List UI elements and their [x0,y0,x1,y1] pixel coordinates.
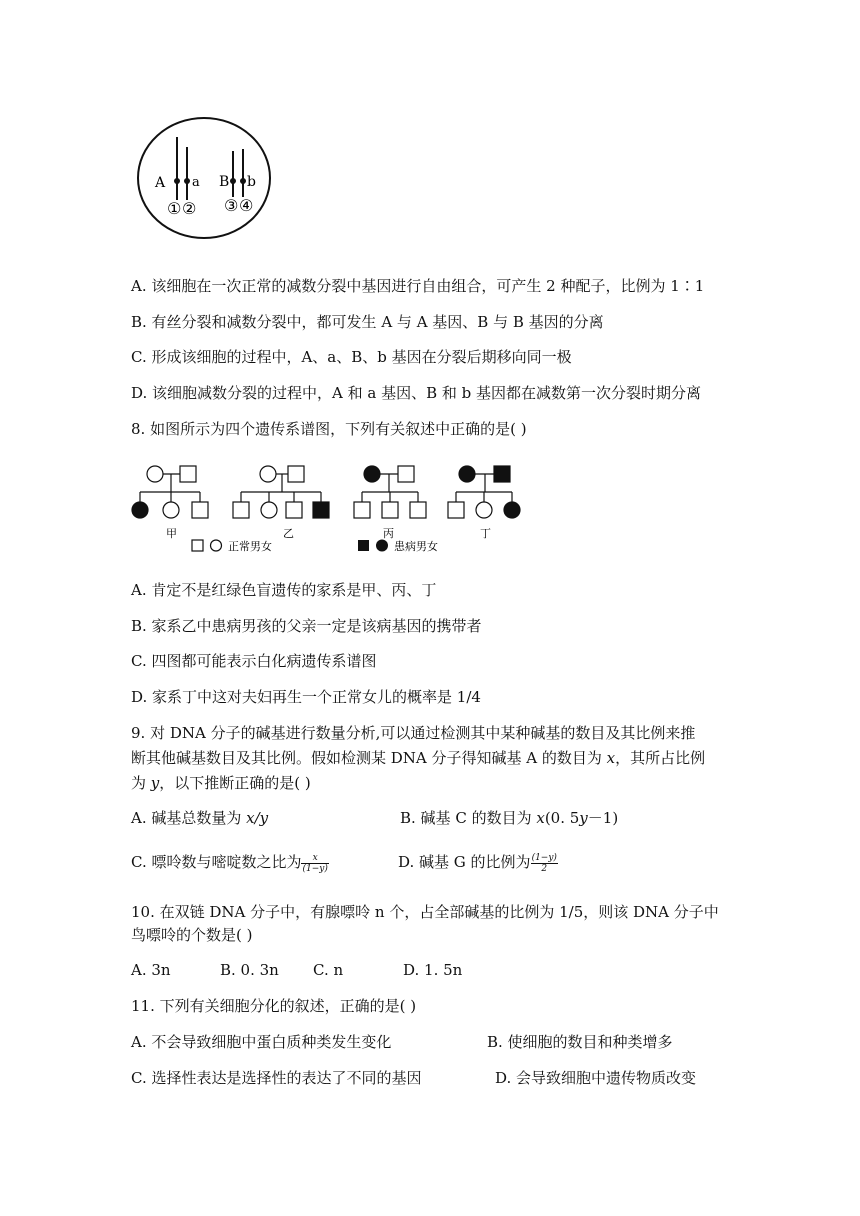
pedigree-figure [128,460,528,555]
q9-option-d-numerator: (1−y) [531,852,557,863]
q9-option-c-prefix: C. 嘌呤数与嘧啶数之比为 [131,853,302,871]
q8-option-a: A. 肯定不是红绿色盲遗传的家系是甲、丙、丁 [131,581,437,599]
q9-option-d-prefix: D. 碱基 G 的比例为 [398,853,531,871]
legend-affected-symbols [358,540,388,552]
cell-chromosome-figure [136,115,276,243]
pedigree-yi [233,466,329,518]
legend-normal-symbols [192,540,222,551]
q8-option-b: B. 家系乙中患病男孩的父亲一定是该病基因的携带者 [131,617,482,635]
q9-option-c-denominator: (1−y) [302,863,328,874]
q11-stem: 11. 下列有关细胞分化的叙述，正确的是( ) [131,997,417,1015]
pedigree-jia [132,466,208,518]
q10-option-d: D. 1. 5n [403,961,463,979]
q9-option-a-expr: x/y [246,809,269,827]
q9-stem-line1: 9. 对 DNA 分子的碱基进行数量分析,可以通过检测其中某种碱基的数目及其比例来推 [131,724,696,742]
q9-option-d-denominator: 2 [541,863,548,874]
centromere-1 [174,178,180,184]
q8-stem: 8. 如图所示为四个遗传系谱图，下列有关叙述中正确的是( ) [131,420,527,438]
q11-option-b: B. 使细胞的数目和种类增多 [487,1033,673,1051]
q9-stem-line2-text-b: ，其所占比例 [615,749,706,767]
q8-option-c: C. 四图都可能表示白化病遗传系谱图 [131,652,377,670]
legend-normal-label: 正常男女 [228,540,272,553]
chromosome-number-2: ② [182,199,197,218]
q9-option-b-expr-end: －1) [587,809,619,827]
q9-option-a-prefix: A. 碱基总数量为 [131,809,247,827]
legend-affected-label: 患病男女 [394,540,438,553]
pedigree-label-yi: 乙 [283,527,294,540]
q7-option-a: A. 该细胞在一次正常的减数分裂中基因进行自由组合，可产生 2 种配子，比例为 1∶1 [131,277,705,295]
q9-stem-line2-text-a: 断其他碱基数目及其比例。假如检测某 DNA 分子得知碱基 A 的数目为 [131,749,607,767]
q10-option-a: A. 3n [131,961,171,979]
q9-var-y: y [150,774,160,792]
q9-option-c [131,852,329,874]
chromosome-number-1: ① [167,199,182,218]
centromere-4 [240,178,246,184]
q9-option-d-fraction [531,853,558,874]
q7-option-b: B. 有丝分裂和减数分裂中，都可发生 A 与 A 基因、B 与 B 基因的分离 [131,313,604,331]
pedigree-bing [354,466,426,518]
gene-label-B: B [219,174,230,190]
chromosome-number-3: ③ [224,196,239,215]
centromere-2 [184,178,190,184]
q9-option-b-prefix: B. 碱基 C 的数目为 [400,809,537,827]
q9-option-a [131,808,268,828]
q9-stem-line3-text-b: ，以下推断正确的是( ) [159,774,311,792]
q11-option-a: A. 不会导致细胞中蛋白质种类发生变化 [131,1033,392,1051]
gene-label-b: b [247,174,256,190]
pedigree-label-bing: 丙 [383,527,394,540]
q10-option-b: B. 0. 3n [220,961,279,979]
q9-var-x: x [606,749,616,767]
q9-option-b-expr-x: x [536,809,545,827]
q9-stem-line3 [131,773,311,793]
q7-option-c: C. 形成该细胞的过程中，A、a、B、b 基因在分裂后期移向同一极 [131,348,572,366]
q9-option-c-fraction [301,853,328,874]
pedigree-label-jia: 甲 [166,527,177,540]
q9-option-b-expr-y: y [579,809,588,827]
q11-option-c: C. 选择性表达是选择性的表达了不同的基因 [131,1069,422,1087]
q10-stem-line2: 鸟嘌呤的个数是( ) [131,926,253,944]
q9-option-c-numerator: x [301,853,328,864]
q9-option-b-expr-mid: (0. 5 [544,809,580,827]
pedigree-label-ding: 丁 [480,527,491,540]
q9-option-b [400,808,618,828]
centromere-3 [230,178,236,184]
q9-stem-line2 [131,748,705,768]
gene-label-A: A [155,175,166,191]
q9-stem-line3-text-a: 为 [131,774,151,792]
chromosome-number-4: ④ [239,196,254,215]
q10-option-c: C. n [313,961,344,979]
q10-stem-line1: 10. 在双链 DNA 分子中，有腺嘌呤 n 个，占全部碱基的比例为 1/5，则该 DNA 分子中 [131,903,719,921]
q11-option-d: D. 会导致细胞中遗传物质改变 [495,1069,697,1087]
pedigree-ding [448,466,520,518]
q7-option-d: D. 该细胞减数分裂的过程中，A 和 a 基因、B 和 b 基因都在减数第一次分裂时期分离 [131,384,702,402]
q8-option-d: D. 家系丁中这对夫妇再生一个正常女儿的概率是 1/4 [131,688,481,706]
gene-label-a: a [192,175,200,190]
q9-option-d [398,852,558,874]
